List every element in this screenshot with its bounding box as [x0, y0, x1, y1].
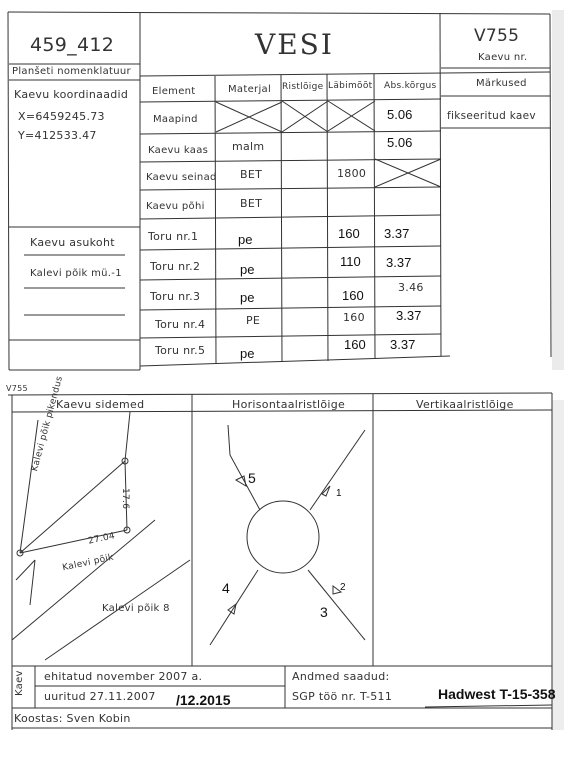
col-diameter: Läbimõõt [328, 81, 373, 91]
row-element: Toru nr.4 [155, 318, 206, 331]
pipe-label: 5 [248, 470, 256, 486]
coord-x: X=6459245.73 [18, 110, 105, 123]
row-element: Toru nr.3 [150, 290, 201, 303]
col-material: Materjal [228, 84, 272, 95]
row-element: Kaevu seinad [146, 172, 217, 183]
sgp-work-number: SGP töö nr. T-511 [292, 690, 393, 703]
panel-title-horizontal: Horisontaalristlõige [232, 398, 346, 411]
row-abs: 3.37 [396, 308, 422, 323]
row-element: Toru nr.2 [150, 260, 201, 273]
row-diameter: 1800 [337, 167, 367, 180]
col-element: Element [152, 86, 196, 97]
dimension-label: 27.04 [87, 531, 117, 547]
row-element: Toru nr.5 [155, 344, 206, 357]
data-from-label: Andmed saadud: [292, 670, 390, 683]
surveyed-date: uuritud 27.11.2007 [44, 690, 156, 703]
pipe-label: 4 [222, 580, 230, 596]
row-element: Kaevu põhi [146, 201, 205, 212]
row-abs: 3.37 [386, 255, 412, 270]
coord-y: Y=412533.47 [18, 129, 97, 142]
row-material: BET [240, 168, 263, 181]
row-abs: 5.06 [387, 107, 413, 122]
built-date: ehitatud november 2007 a. [44, 670, 203, 683]
col-abs-height: Abs.kõrgus [384, 81, 437, 91]
pipe-label: 1 [336, 488, 342, 499]
pipe-label: 3 [320, 604, 328, 620]
pipe-label: 2 [340, 582, 346, 593]
side-label: Kaev [14, 670, 25, 696]
row-material: pe [240, 262, 255, 277]
location-value: Kalevi põik mü.-1 [30, 268, 122, 279]
row-diameter: 110 [340, 254, 361, 269]
col-notes: Märkused [476, 78, 527, 89]
well-number-label: Kaevu nr. [478, 52, 528, 63]
sheet-label: Planšeti nomenklatuur [12, 66, 131, 77]
row-material: PE [246, 314, 261, 327]
row-element: Maapind [153, 114, 198, 125]
street-label: Kalevi põik [61, 552, 115, 574]
row-abs: 5.06 [387, 135, 413, 150]
panel-title-vertical: Vertikaalristlõige [416, 398, 514, 411]
row-abs: 3.37 [384, 226, 410, 241]
row-material: BET [240, 197, 263, 210]
hadwest-number: Hadwest T-15-358 [438, 686, 556, 702]
row-material: pe [240, 290, 255, 305]
row-diameter: 160 [344, 337, 366, 352]
corner-label: V755 [6, 384, 28, 393]
panel-title-sidemed: Kaevu sidemed [56, 398, 145, 411]
col-crosssection: Ristlõige [282, 82, 324, 92]
row-diameter: 160 [338, 226, 360, 241]
row-material: pe [238, 232, 253, 247]
author: Koostas: Sven Kobin [14, 712, 131, 725]
row-material: pe [240, 346, 255, 361]
row-abs: 3.37 [390, 337, 416, 352]
street-label: Kalevi põik 8 [102, 603, 170, 614]
row-element: Toru nr.1 [148, 230, 199, 243]
row-diameter: 160 [342, 288, 364, 303]
row-element: Kaevu kaas [148, 145, 209, 156]
surveyed-update: /12.2015 [176, 692, 231, 708]
street-label: Kalevi põik pikendus [30, 375, 66, 473]
row-note: fikseeritud kaev [447, 110, 536, 122]
row-material: malm [232, 140, 265, 153]
well-number: V755 [474, 26, 520, 46]
coords-label: Kaevu koordinaadid [14, 88, 129, 101]
page-title: VESI [255, 28, 334, 61]
location-label: Kaevu asukoht [30, 236, 115, 249]
sheet-code: 459_412 [30, 34, 115, 56]
row-abs: 3.46 [398, 281, 424, 294]
row-diameter: 160 [343, 311, 365, 324]
dimension-label: 17.6 [120, 488, 130, 510]
